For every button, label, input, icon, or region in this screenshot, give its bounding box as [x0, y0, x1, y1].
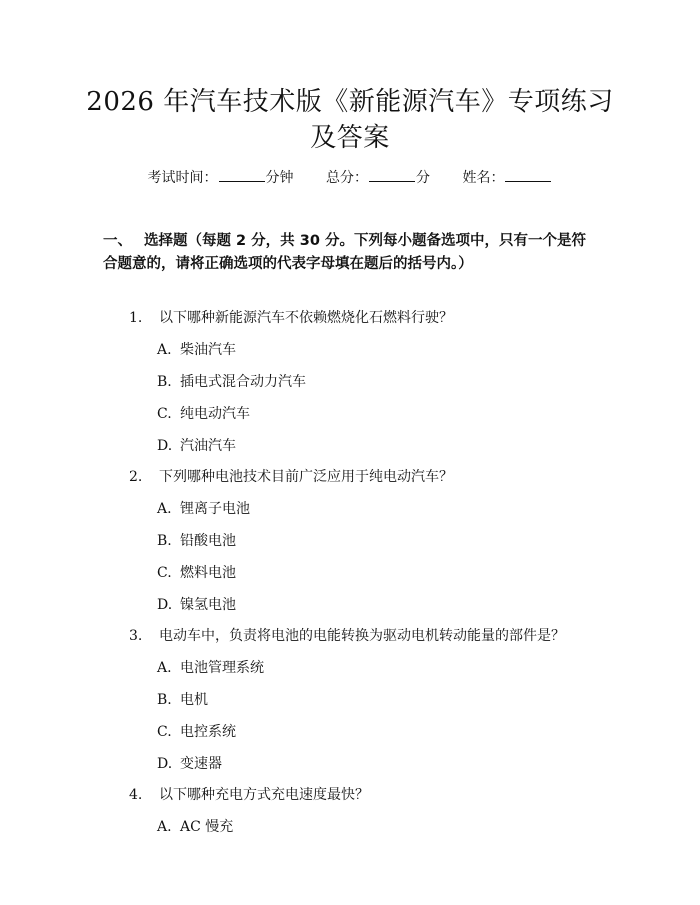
- section-instructions: 选择题（每题 2 分，共 30 分。下列每小题备选项中，只有一个是符合题意的，请将正确选项的代表字母填在题后的括号内。）: [103, 233, 586, 272]
- option-text: 锂离子电池: [180, 501, 250, 517]
- exam-time-unit: 分钟: [265, 170, 294, 186]
- page-title-line2: 及答案: [310, 123, 390, 153]
- question-text: 下列哪种电池技术目前广泛应用于纯电动汽车？: [159, 469, 453, 485]
- option-4a[interactable]: [157, 817, 233, 837]
- total-score-field: [326, 170, 430, 186]
- total-score-unit: 分: [416, 170, 430, 186]
- option-label: B.: [157, 692, 172, 708]
- option-1d[interactable]: [157, 436, 236, 456]
- total-score-label: 总分：: [326, 170, 368, 186]
- option-label: D.: [157, 756, 173, 772]
- question-3: [129, 626, 565, 646]
- exam-time-field: [148, 170, 294, 186]
- question-text: 电动车中，负责将电池的电能转换为驱动电机转动能量的部件是？: [159, 628, 565, 644]
- option-1c[interactable]: [157, 404, 250, 424]
- option-label: C.: [157, 565, 172, 581]
- question-2: [129, 467, 453, 487]
- option-text: 变速器: [180, 756, 222, 772]
- exam-time-blank[interactable]: [219, 168, 265, 182]
- option-label: C.: [157, 406, 172, 422]
- option-3d[interactable]: [157, 754, 222, 774]
- option-label: A.: [157, 819, 172, 835]
- question-4: [129, 785, 369, 805]
- option-label: B.: [157, 533, 172, 549]
- option-1a[interactable]: [157, 340, 236, 360]
- question-number: 1.: [129, 310, 143, 326]
- option-2c[interactable]: [157, 563, 236, 583]
- option-3c[interactable]: [157, 722, 236, 742]
- option-text: AC 慢充: [180, 819, 234, 835]
- question-number: 2.: [129, 469, 143, 485]
- total-score-blank[interactable]: [369, 168, 415, 182]
- option-2a[interactable]: [157, 499, 250, 519]
- option-text: 插电式混合动力汽车: [180, 374, 306, 390]
- option-text: 纯电动汽车: [180, 406, 250, 422]
- student-name-field: [462, 170, 552, 186]
- question-text: 以下哪种充电方式充电速度最快？: [159, 787, 369, 803]
- option-text: 电控系统: [180, 724, 236, 740]
- option-text: 铅酸电池: [180, 533, 236, 549]
- option-text: 电机: [180, 692, 208, 708]
- page-title-line1: 2026 年汽车技术版《新能源汽车》专项练习: [86, 87, 614, 117]
- option-3a[interactable]: [157, 658, 264, 678]
- question-text: 以下哪种新能源汽车不依赖燃烧化石燃料行驶？: [159, 310, 453, 326]
- student-name-label: 姓名：: [462, 170, 505, 186]
- option-label: A.: [157, 342, 172, 358]
- section-heading: [103, 230, 598, 276]
- option-2d[interactable]: [157, 595, 236, 615]
- question-1: [129, 308, 453, 328]
- exam-info-row: [0, 168, 700, 188]
- question-number: 3.: [129, 628, 143, 644]
- option-text: 电池管理系统: [180, 660, 264, 676]
- option-text: 柴油汽车: [180, 342, 236, 358]
- option-3b[interactable]: [157, 690, 208, 710]
- option-label: D.: [157, 597, 173, 613]
- exam-time-label: 考试时间：: [147, 170, 218, 186]
- option-label: A.: [157, 660, 172, 676]
- option-text: 燃料电池: [180, 565, 236, 581]
- question-number: 4.: [129, 787, 143, 803]
- option-label: D.: [157, 438, 173, 454]
- option-label: B.: [157, 374, 172, 390]
- section-number: 一、: [103, 233, 132, 249]
- option-text: 镍氢电池: [180, 597, 236, 613]
- option-label: C.: [157, 724, 172, 740]
- option-label: A.: [157, 501, 172, 517]
- option-1b[interactable]: [157, 372, 306, 392]
- option-text: 汽油汽车: [180, 438, 236, 454]
- option-2b[interactable]: [157, 531, 236, 551]
- student-name-blank[interactable]: [505, 168, 551, 182]
